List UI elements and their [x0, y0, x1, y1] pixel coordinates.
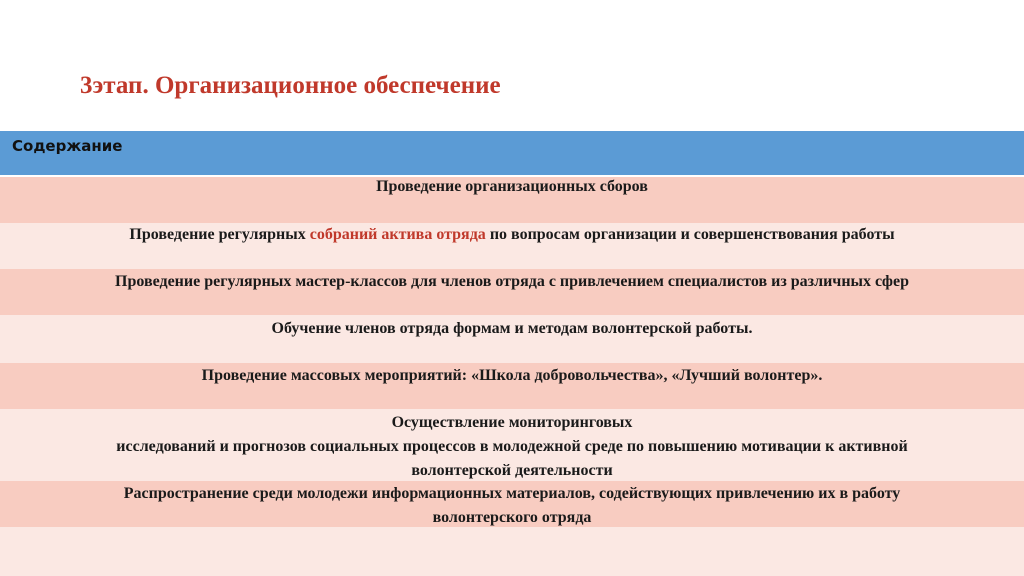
table-row	[0, 364, 1024, 388]
table-row	[0, 270, 1024, 294]
row-text-line: Осуществление мониторинговых	[391, 414, 633, 431]
table-row	[0, 317, 1024, 341]
row-text-highlight: собраний актива отряда	[309, 226, 486, 243]
table-row	[0, 223, 1024, 247]
content-table	[0, 131, 1024, 576]
table-header	[0, 131, 1024, 177]
row-band	[0, 527, 1024, 576]
row-text: Проведение регулярных мастер-классов для членов отряда с привлечением специалистов из различных сфер	[115, 273, 909, 290]
table-header-label: Содержание	[12, 137, 123, 155]
slide-title: 3этап. Организационное обеспечение	[80, 72, 501, 99]
table-row	[0, 482, 1024, 530]
table-row	[0, 175, 1024, 199]
row-text-line: волонтерского отряда	[432, 509, 592, 526]
row-text-line: волонтерской деятельности	[411, 462, 613, 479]
row-text: Проведение массовых мероприятий: «Школа добровольчества», «Лучший волонтер».	[201, 367, 823, 384]
row-text-line: исследований и прогнозов социальных процессов в молодежной среде по повышению мотивации к активной	[116, 438, 908, 455]
row-text: Проведение организационных сборов	[376, 178, 648, 195]
row-text: Обучение членов отряда формам и методам волонтерской работы.	[271, 320, 753, 337]
row-text-end: по вопросам организации и совершенствования работы	[485, 226, 895, 243]
table-row	[0, 411, 1024, 483]
row-text-line: Распространение среди молодежи информационных материалов, содействующих привлечению их в работу	[123, 485, 901, 502]
row-text-start: Проведение регулярных	[129, 226, 310, 243]
